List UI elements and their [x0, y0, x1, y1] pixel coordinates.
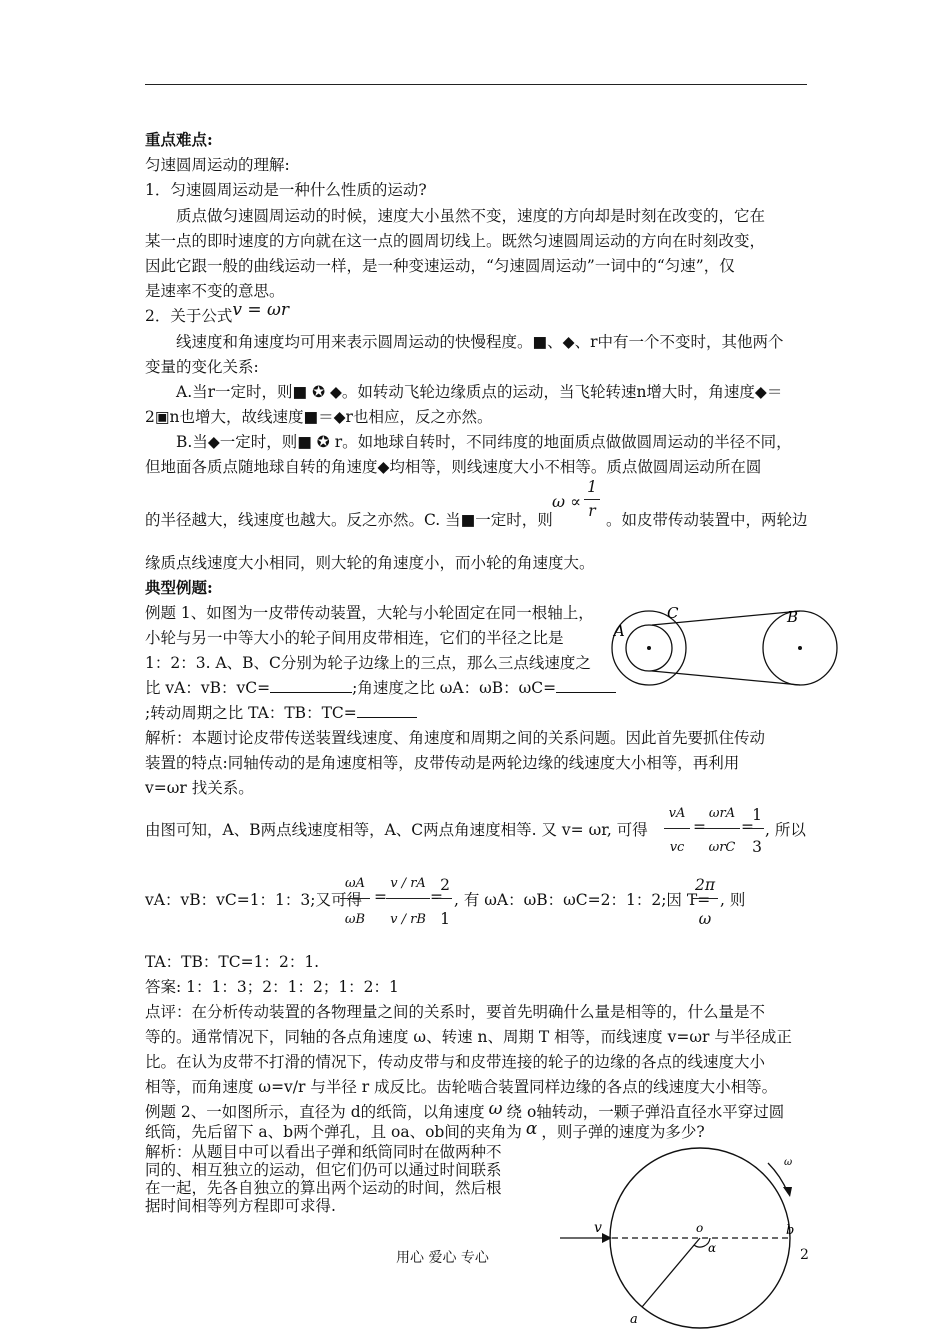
analysis1-line: 解析：本题讨论皮带传送装置线速度、角速度和周期之间的关系问题。因此首先要抓住传动	[145, 729, 766, 747]
frac-num: 2π	[694, 876, 716, 894]
frac-num: ωrA	[708, 806, 736, 821]
frac-eq: =	[374, 888, 387, 906]
frac-num: vA	[668, 806, 686, 821]
frac-den: ωrC	[708, 840, 736, 855]
label-b: b	[786, 1223, 795, 1238]
proportion-den: r	[588, 502, 596, 520]
label-alpha: α	[708, 1241, 717, 1255]
frac-num: 2	[440, 876, 450, 894]
answer-line: 答案: 1：1：3；2：1：2；1：2：1	[145, 978, 399, 996]
derivation-2c: , 则	[720, 891, 746, 909]
review-line: 相等，而角速度 ω=v/r 与半径 r 成反比。齿轮啮合装置同样边缘的各点的线速度大小相等。	[145, 1078, 778, 1096]
answer-blank	[556, 678, 616, 693]
frac-eq: =	[741, 818, 754, 836]
frac-den: ω	[698, 910, 712, 928]
frac-den: v / rB	[390, 912, 426, 927]
derivation-2a: vA：vB：vC=1：1：3;又可得	[145, 891, 363, 909]
label-c: C	[667, 604, 679, 622]
frac-bar	[704, 828, 740, 829]
question-2-label: 2．关于公式	[145, 307, 233, 325]
case-b-line: B.当◆一定时，则■ ✪ r。如地球自转时，不同纬度的地面质点做做圆周运动的半径不同，	[176, 433, 792, 451]
example1-question	[145, 701, 417, 723]
analysis1-line: v=ωr 找关系。	[145, 779, 254, 797]
answer-blank	[357, 703, 417, 718]
para1-line: 某一点的即时速度的方向就在这一点的圆周切线上。既然匀速圆周运动的方向在时刻改变，	[145, 232, 766, 250]
question-1: 1．匀速圆周运动是一种什么性质的运动?	[145, 181, 427, 199]
review-line: 点评：在分析传动装置的各物理量之间的关系时，要首先明确什么量是相等的，什么量是不	[145, 1003, 766, 1021]
frac-num: v / rA	[390, 876, 426, 891]
key-points-heading: 重点难点:	[145, 130, 213, 149]
velocity-ratio-label: 比 vA：vB：vC=	[145, 679, 271, 697]
example1-question	[145, 676, 616, 698]
case-a-line: A.当r一定时，则■ ✪ ◆。如转动飞轮边缘质点的运动，当飞轮转速n增大时，角速度◆＝	[176, 383, 783, 401]
derivation-3: TA：TB：TC=1：2：1.	[145, 953, 320, 971]
alpha-symbol: α	[525, 1119, 538, 1139]
label-o: o	[696, 1221, 704, 1235]
derivation-1-tail: , 所以	[765, 821, 806, 839]
derivation-2b: , 有 ωA：ωB：ωC=2：1：2;因 T=	[454, 891, 711, 909]
frac-bar	[438, 898, 452, 899]
page-number: 2	[800, 1247, 809, 1263]
angular-ratio-label: ;角速度之比 ωA：ωB：ωC=	[352, 679, 557, 697]
example2-text: 绕 o轴转动，一颗子弹沿直径水平穿过圆	[506, 1103, 785, 1121]
example2-text: 纸筒，先后留下 a、b两个弹孔，且 oa、ob间的夹角为	[145, 1123, 522, 1141]
answer-blank	[270, 678, 352, 693]
frac-bar	[750, 828, 764, 829]
para1-line: 因此它跟一般的曲线运动一样，是一种变速运动，“匀速圆周运动”一词中的“匀速”，仅	[145, 257, 735, 275]
proportion-bar	[584, 499, 600, 500]
review-line: 等的。通常情况下，同轴的各点角速度 ω、转速 n、周期 T 相等，而线速度 v=ωr 与半径成正	[145, 1028, 792, 1046]
proportion-lhs: ω ∝	[552, 492, 581, 511]
label-a: a	[630, 1312, 638, 1327]
para2-line: 变量的变化关系:	[145, 358, 259, 376]
example1-line: 例题 1、如图为一皮带传动装置，大轮与小轮固定在同一根轴上，	[145, 604, 594, 622]
example1-line: 1：2：3. A、B、C分别为轮子边缘上的三点，那么三点线速度之	[145, 654, 591, 672]
analysis2-line: 同的、相互独立的运动，但它们仍可以通过时间联系	[145, 1161, 502, 1179]
para1-line: 是速率不变的意思。	[145, 282, 285, 300]
frac-den: vc	[669, 840, 685, 855]
frac-num: ωA	[345, 876, 365, 891]
analysis2-line: 据时间相等列方程即可求得.	[145, 1197, 336, 1215]
label-a: A	[614, 622, 625, 640]
understanding-title: 匀速圆周运动的理解:	[145, 156, 290, 174]
frac-bar	[692, 898, 718, 899]
formula-v-omega-r: v = ωr	[232, 300, 290, 320]
period-ratio-label: ;转动周期之比 TA：TB：TC=	[145, 704, 357, 722]
para1-line: 质点做匀速圆周运动的时候，速度大小虽然不变，速度的方向却是时刻在改变的，它在	[176, 207, 766, 225]
review-line: 比。在认为皮带不打滑的情况下，传动皮带与和皮带连接的轮子的边缘的各点的线速度大小	[145, 1053, 766, 1071]
example2-text: ，则子弹的速度为多少?	[541, 1123, 705, 1141]
question-2	[145, 300, 290, 326]
radius-oa	[642, 1238, 700, 1307]
label-b: B	[787, 608, 799, 626]
example2-line	[145, 1100, 784, 1122]
frac-den: ωB	[344, 912, 366, 927]
frac-eq: =	[430, 888, 443, 906]
belt-drive-figure	[612, 598, 862, 698]
header-rule	[145, 84, 807, 85]
example2-text: 例题 2、一如图所示，直径为 d的纸筒，以角速度	[145, 1103, 485, 1121]
label-omega: ω	[784, 1157, 793, 1168]
omega-symbol: ω	[488, 1099, 503, 1119]
case-b-line: 。如皮带传动装置中，两轮边	[606, 511, 808, 529]
rotation-arrow-icon	[783, 1187, 792, 1197]
case-b-line: 但地面各质点随地球自转的角速度◆均相等，则线速度大小不相等。质点做圆周运动所在圆	[145, 458, 762, 476]
frac-num: 1	[752, 806, 762, 824]
frac-bar	[664, 828, 690, 829]
case-b-line: 缘质点线速度大小相同，则大轮的角速度小，而小轮的角速度大。	[145, 554, 595, 572]
frac-bar	[340, 898, 370, 899]
frac-eq: =	[693, 818, 706, 836]
examples-heading: 典型例题:	[145, 578, 213, 597]
analysis2-line: 在一起，先各自独立的算出两个运动的时间，然后根	[145, 1179, 502, 1197]
paper-cylinder-figure	[560, 1135, 820, 1340]
example1-line: 小轮与另一中等大小的轮子间用皮带相连，它们的半径之比是	[145, 629, 564, 647]
case-b-line: 的半径越大，线速度也越大。反之亦然。C. 当■一定时，则	[145, 511, 553, 529]
axle-left	[647, 646, 651, 650]
analysis1-line: 装置的特点:同轴传动的是角速度相等，皮带传动是两轮边缘的线速度大小相等，再利用	[145, 754, 740, 772]
frac-den: 3	[752, 838, 762, 856]
axle-right	[798, 646, 802, 650]
frac-den: 1	[440, 910, 450, 928]
frac-bar	[386, 898, 430, 899]
analysis2-line: 解析：从题目中可以看出子弹和纸筒同时在做两种不	[145, 1143, 502, 1161]
para2-line: 线速度和角速度均可用来表示圆周运动的快慢程度。■、◆、r中有一个不变时，其他两个	[176, 333, 784, 351]
label-v: v	[594, 1220, 602, 1236]
derivation-1: 由图可知，A、B两点线速度相等，A、C两点角速度相等. 又 v= ωr, 可得	[145, 821, 648, 839]
case-a-line: 2▣n也增大，故线速度■＝◆r也相应，反之亦然。	[145, 408, 493, 426]
proportion-num: 1	[587, 478, 597, 496]
footer-text: 用心 爱心 专心	[396, 1250, 489, 1266]
